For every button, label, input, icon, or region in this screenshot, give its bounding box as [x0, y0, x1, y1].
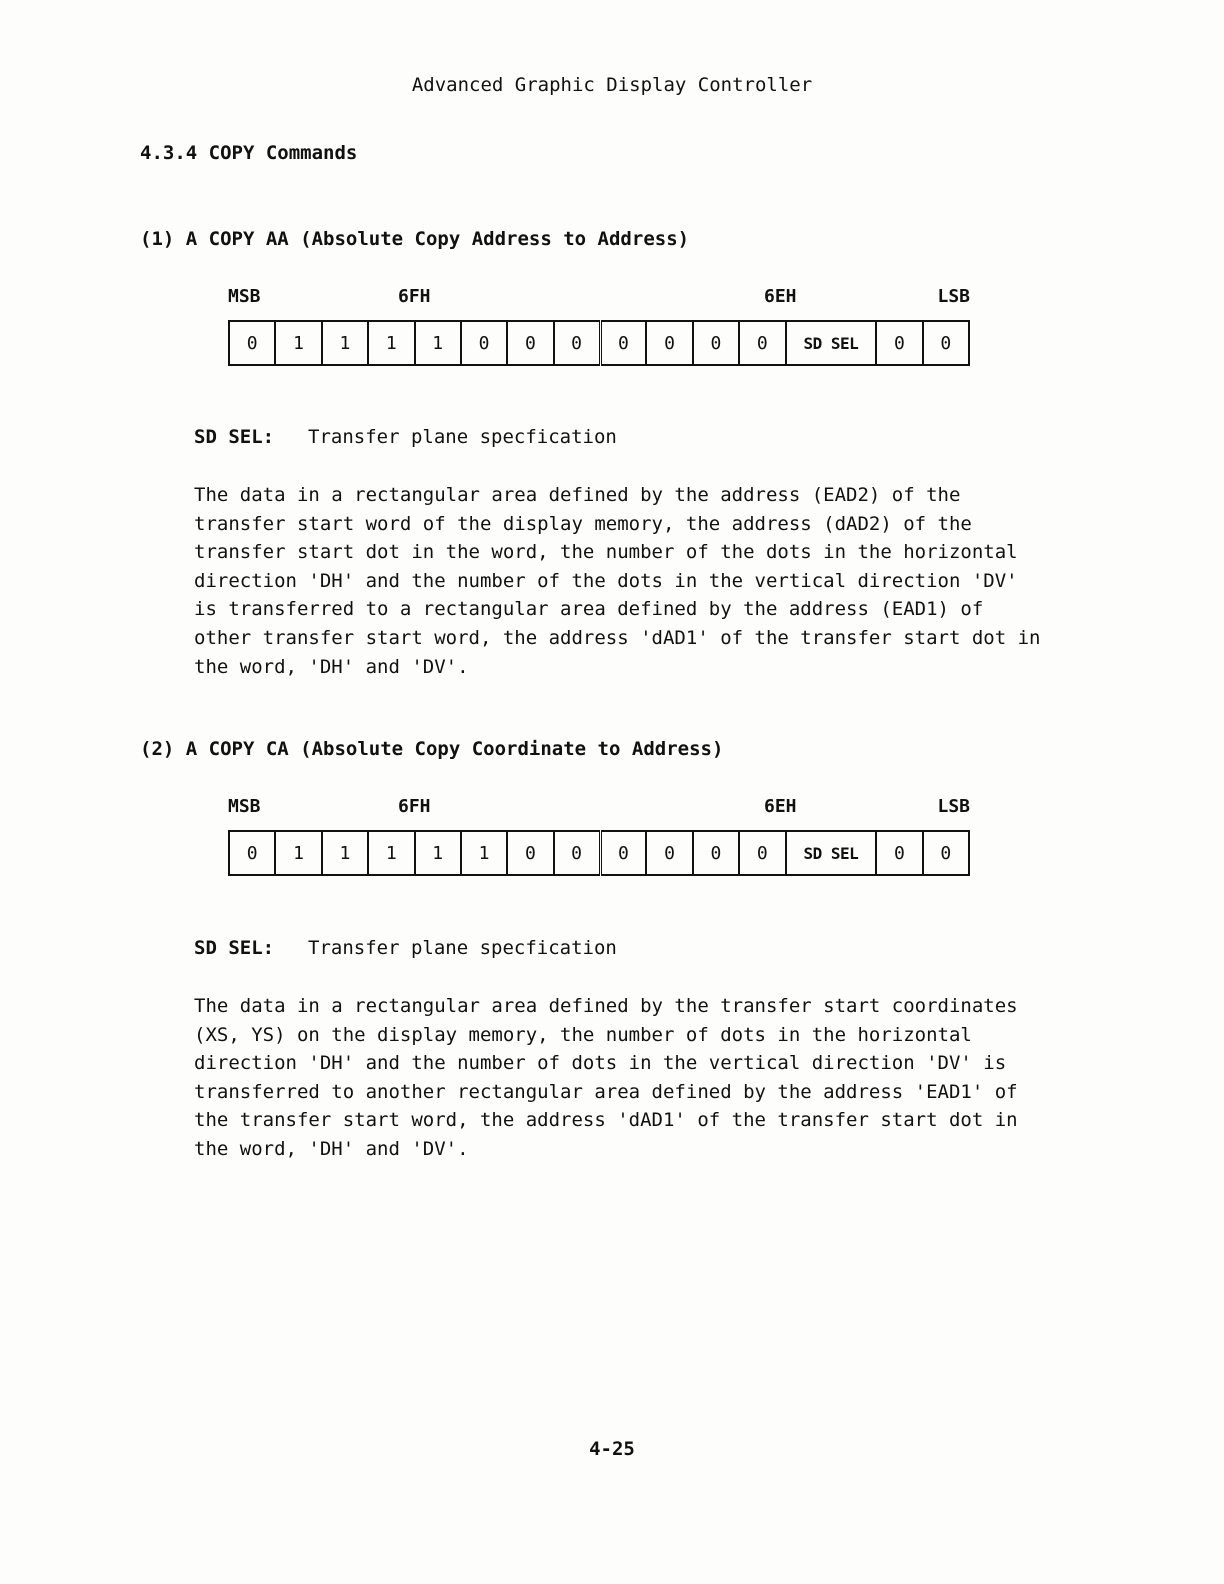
bit-cell: 1	[275, 831, 321, 875]
field-name: SD SEL:	[194, 937, 275, 959]
field-definition-sd-sel	[194, 426, 617, 448]
register-diagram-copy-aa	[228, 286, 970, 366]
sd-sel-bit-cell: SD SEL	[786, 831, 877, 875]
bit-cell: 1	[322, 831, 368, 875]
bit-cell: 0	[923, 321, 969, 365]
bit-cell: 0	[600, 831, 646, 875]
lsb-label: LSB	[937, 796, 970, 817]
bit-cell: 0	[507, 831, 553, 875]
field-description: Transfer plane specfication	[308, 937, 617, 959]
command-description-copy-aa: The data in a rectangular area defined by the address (EAD2) of the transfer start word of the display memory, the address (dAD2) of the transfer start dot in the word, the number of the dots in the horizontal direction 'DH' and the number of the dots in the vertical direction 'DV' is transferred to a rectangular area defined by the address (EAD1) of other transfer start word, the address 'dAD1' of the transfer start dot in the word, 'DH' and 'DV'.	[194, 484, 1041, 678]
bit-cell: 1	[275, 321, 321, 365]
register-bit-row	[229, 321, 969, 365]
bit-cell: 0	[646, 321, 692, 365]
high-byte-label: 6FH	[398, 796, 431, 817]
bit-cell: 1	[415, 831, 461, 875]
bit-cell: 1	[461, 831, 507, 875]
page-number: 4-25	[589, 1438, 635, 1460]
bit-cell: 0	[554, 831, 600, 875]
bit-cell: 0	[739, 321, 785, 365]
low-byte-label: 6EH	[764, 286, 797, 307]
page-header: Advanced Graphic Display Controller	[411, 74, 813, 96]
command-title-copy-ca: (2) A COPY CA (Absolute Copy Coordinate to Address)	[140, 738, 724, 760]
field-description: Transfer plane specfication	[308, 426, 617, 448]
bit-cell: 0	[507, 321, 553, 365]
bit-cell: 0	[229, 831, 275, 875]
bit-cell: 0	[600, 321, 646, 365]
section-title: 4.3.4 COPY Commands	[140, 142, 358, 164]
field-definition-sd-sel	[194, 937, 617, 959]
bit-cell: 0	[646, 831, 692, 875]
register-labels	[228, 286, 970, 310]
field-name: SD SEL:	[194, 426, 275, 448]
register-bit-row	[229, 831, 969, 875]
msb-label: MSB	[228, 796, 261, 817]
bit-cell: 0	[876, 831, 922, 875]
lsb-label: LSB	[937, 286, 970, 307]
register-bit-table	[228, 830, 970, 876]
bit-cell: 0	[229, 321, 275, 365]
bit-cell: 1	[415, 321, 461, 365]
bit-cell: 0	[739, 831, 785, 875]
command-title-copy-aa: (1) A COPY AA (Absolute Copy Address to Address)	[140, 228, 690, 250]
bit-cell: 0	[461, 321, 507, 365]
register-diagram-copy-ca	[228, 796, 970, 876]
high-byte-label: 6FH	[398, 286, 431, 307]
bit-cell: 0	[693, 321, 739, 365]
bit-cell: 1	[368, 831, 414, 875]
bit-cell: 1	[368, 321, 414, 365]
command-description-copy-ca: The data in a rectangular area defined by the transfer start coordinates (XS, YS) on the display memory, the number of dots in the horizontal direction 'DH' and the number of dots in the vertical direction 'DV' is transferred to another rectangular area defined by the address 'EAD1' of the transfer start word, the address 'dAD1' of the transfer start dot in the word, 'DH' and 'DV'.	[194, 995, 1018, 1160]
sd-sel-bit-cell: SD SEL	[786, 321, 877, 365]
bit-cell: 0	[876, 321, 922, 365]
bit-cell: 0	[923, 831, 969, 875]
bit-cell: 1	[322, 321, 368, 365]
register-labels	[228, 796, 970, 820]
register-bit-table	[228, 320, 970, 366]
msb-label: MSB	[228, 286, 261, 307]
low-byte-label: 6EH	[764, 796, 797, 817]
bit-cell: 0	[554, 321, 600, 365]
bit-cell: 0	[693, 831, 739, 875]
